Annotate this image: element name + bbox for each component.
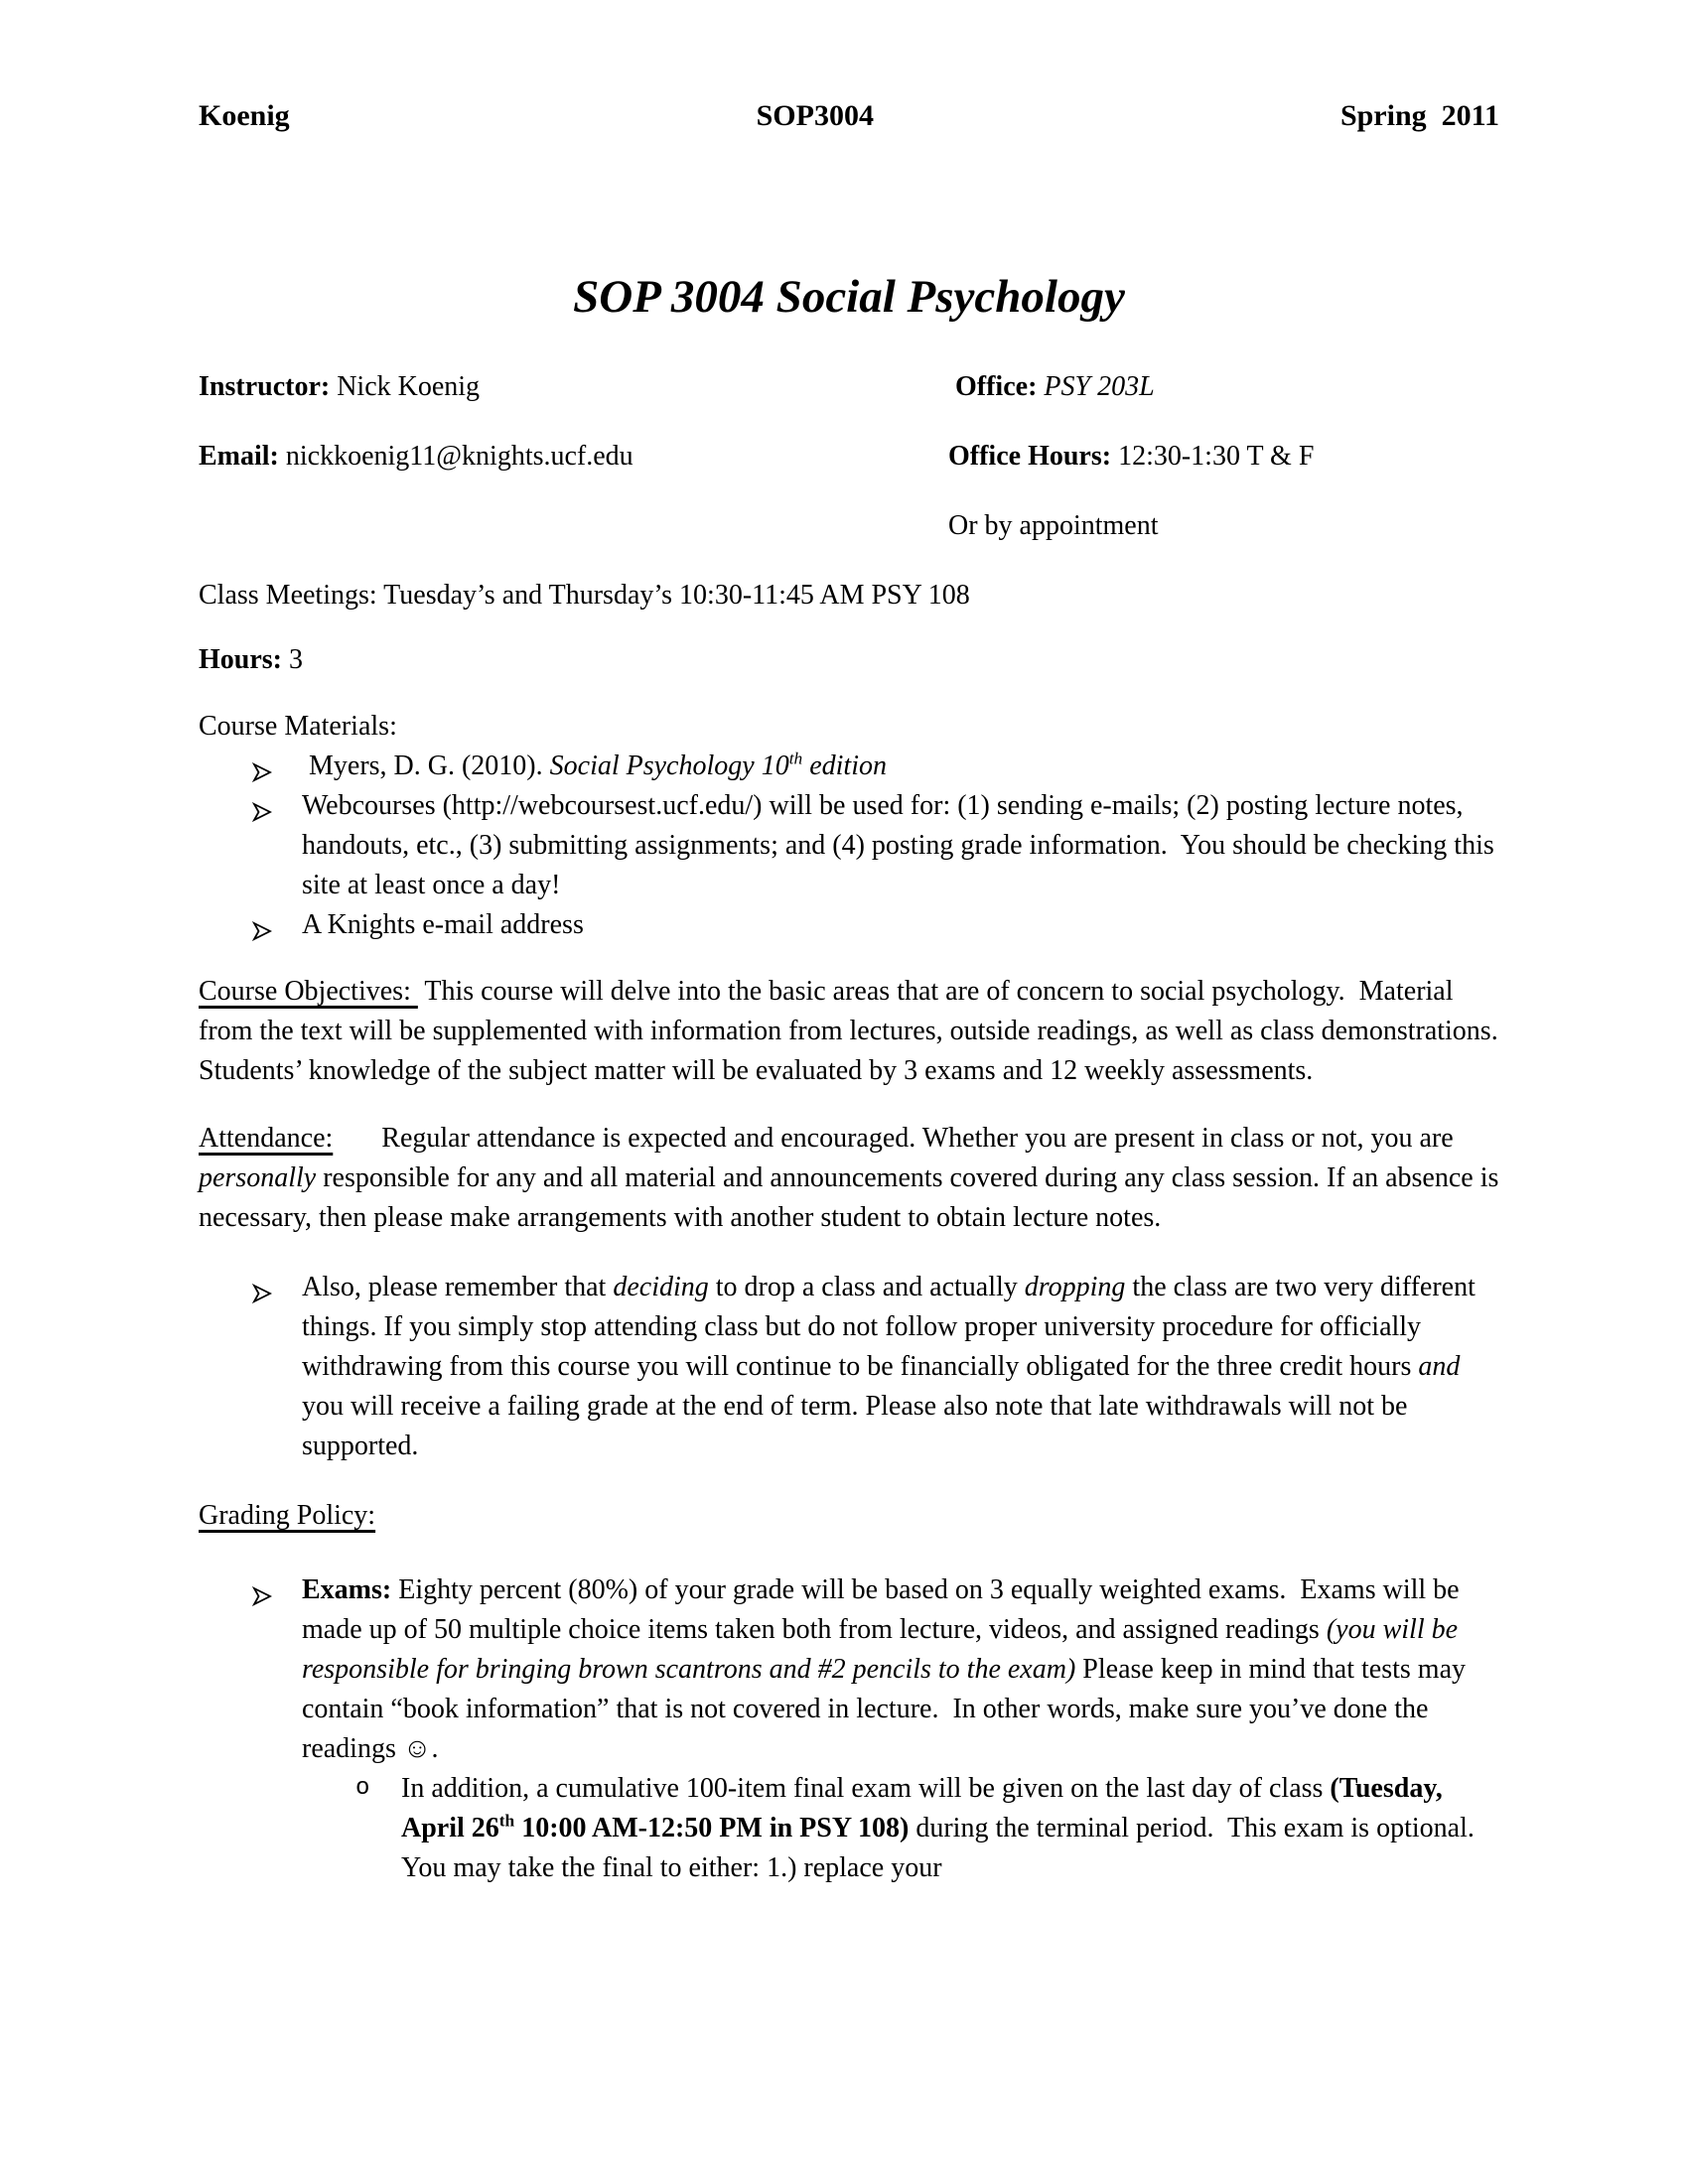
list-item-knights-email <box>199 905 1499 945</box>
knights-email-text: A Knights e-mail address <box>302 909 584 940</box>
drop-policy-text: Also, please remember that deciding to drop a class and actually dropping the class are two very different things. If you simply stop attending class but do not follow proper university procedure for officially withdrawing from this course you will continue to be financially obligated for the three credit hours and you will receive a failing grade at the end of term. Please also note that late withdrawals will not be supported. <box>302 1272 1482 1461</box>
info-row-3 <box>199 506 1499 546</box>
appointment-line: Or by appointment <box>948 510 1159 541</box>
exams-text: Exams: Eighty percent (80%) of your grade will be based on 3 equally weighted exams. Exams will be made up of 50 multiple choice items taken both from lecture, videos, and assigned readings (you will be responsible for bringing brown scantrons and #2 pencils to the exam) Please keep in mind that tests may contain “book information” that is not covered in lecture. In other words, make sure you’ve done the readings ☺. <box>302 1574 1473 1764</box>
email-line: Email: nickkoenig11@knights.ucf.edu <box>199 441 633 472</box>
info-empty-cell <box>199 506 948 546</box>
list-item-exams <box>199 1570 1499 1769</box>
circle-bullet-icon: o <box>355 1775 370 1802</box>
final-exam-text: In addition, a cumulative 100-item final exam will be given on the last day of class (Tuesday, April 26th 10:00 AM-12:50 PM in PSY 108) during the terminal period. This exam is optional. You may take the final to either: 1.) replace your <box>401 1773 1487 1883</box>
class-meetings-line: Class Meetings: Tuesday’s and Thursday’s 10:30-11:45 AM PSY 108 <box>199 580 970 611</box>
arrow-bullet-icon <box>252 755 272 777</box>
arrow-bullet-icon <box>252 914 272 936</box>
header-term: Spring 2011 <box>1339 99 1499 132</box>
arrow-bullet-icon <box>252 795 272 817</box>
arrow-bullet-icon <box>252 1579 272 1601</box>
header-course-code: SOP3004 <box>756 99 874 132</box>
textbook-text: Myers, D. G. (2010). Social Psychology 10th edition <box>302 749 887 781</box>
office-hours-line: Office Hours: 12:30-1:30 T & F <box>948 441 1315 472</box>
webcourses-text: Webcourses (http://webcoursest.ucf.edu/) will be used for: (1) sending e-mails; (2) posting lecture notes, handouts, etc., (3) submitting assignments; and (4) posting grade information. You should be checking this site at least once a day! <box>302 790 1501 900</box>
info-row-2 <box>199 437 1499 477</box>
header-author: Koenig <box>199 99 290 132</box>
instructor-line: Instructor: Nick Koenig <box>199 371 481 402</box>
page-header <box>199 97 1499 135</box>
hours-line: Hours: 3 <box>199 644 303 675</box>
grading-policy-heading: Grading Policy: <box>199 1500 376 1531</box>
list-item-webcourses <box>199 786 1499 905</box>
list-item-textbook <box>199 747 1499 786</box>
course-materials-heading: Course Materials: <box>199 711 397 742</box>
course-objectives-paragraph: Course Objectives: This course will delve into the basic areas that are of concern to social psychology. Material from the text will be supplemented with information from lectures, outside readings, as well as class demonstrations. Students’ knowledge of the subject matter will be evaluated by 3 exams and 12 weekly assessments. <box>199 976 1512 1086</box>
arrow-bullet-icon <box>252 1277 272 1298</box>
instructor-info-block <box>199 367 1499 546</box>
list-item-final-exam <box>199 1769 1499 1888</box>
attendance-paragraph: Attendance: Regular attendance is expected and encouraged. Whether you are present in class or not, you are personally responsible for any and all material and announcements covered during any class session. If an absence is necessary, then please make arrangements with another student to obtain lecture notes. <box>199 1123 1506 1233</box>
document-title: SOP 3004 Social Psychology <box>573 271 1125 323</box>
list-item-drop-policy <box>199 1268 1499 1466</box>
info-row-1 <box>199 367 1499 407</box>
office-line: Office: PSY 203L <box>955 371 1155 402</box>
